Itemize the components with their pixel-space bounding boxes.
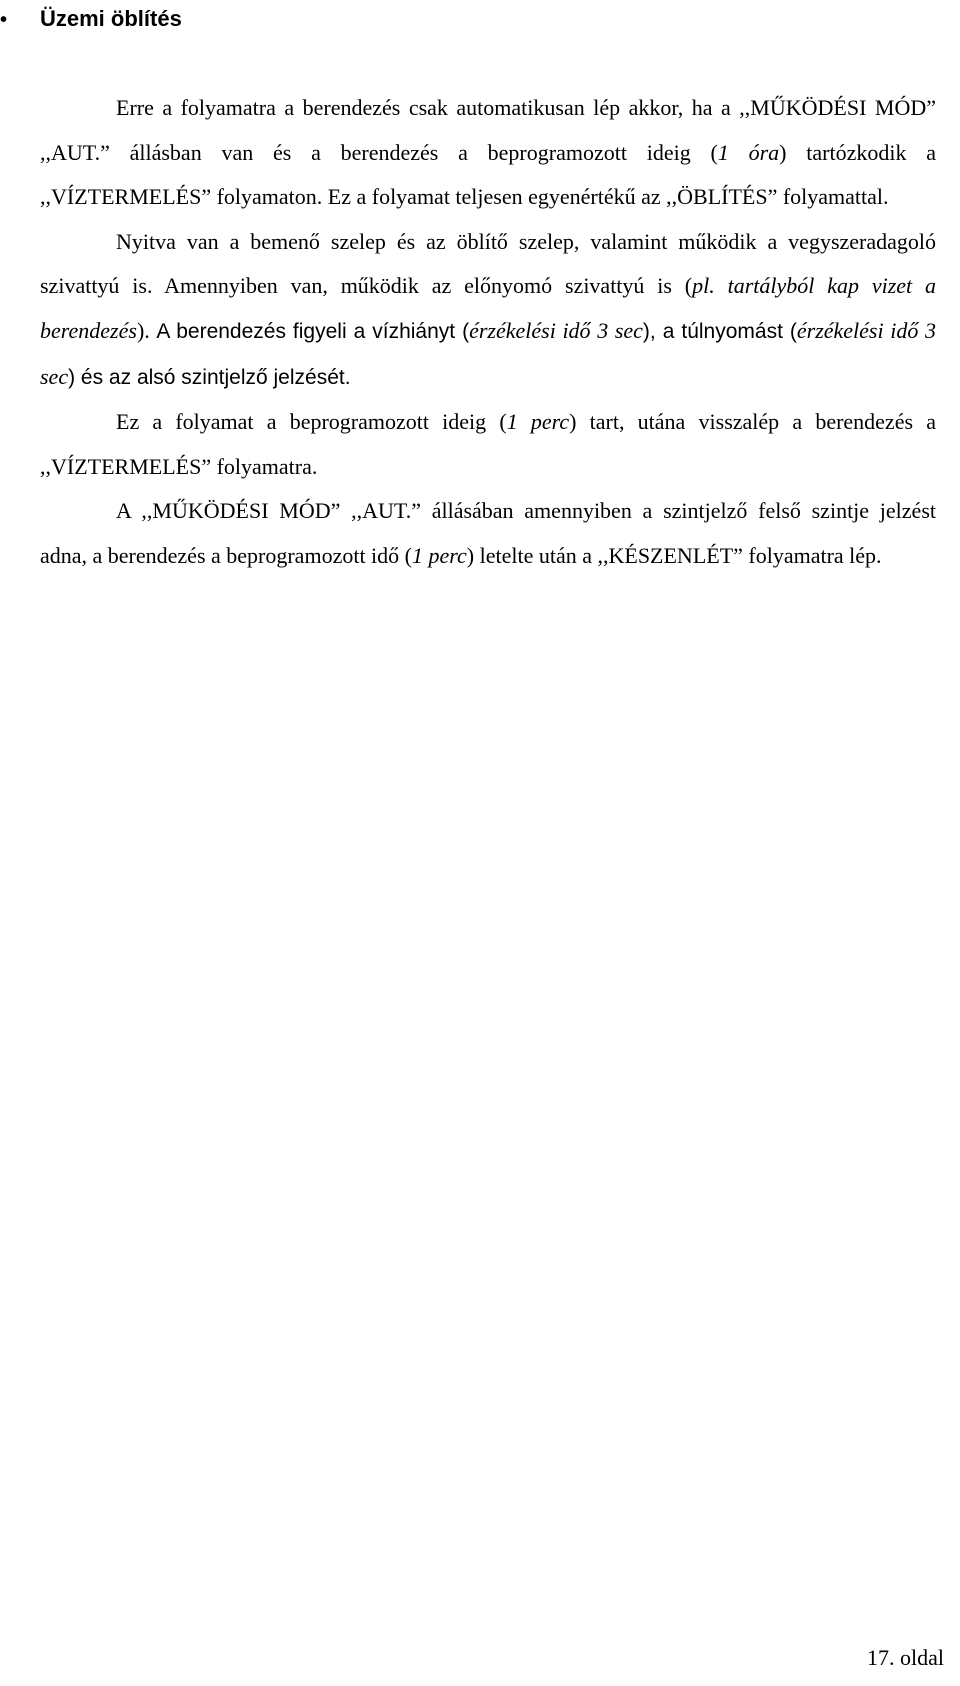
paragraph-3 bbox=[40, 400, 936, 489]
text-run: ), a túlnyomást ( bbox=[642, 319, 797, 343]
text-run-italic: 1 óra bbox=[717, 139, 780, 165]
text-run: ) letelte után a ,,KÉSZENLÉT” folyamatra lép. bbox=[466, 542, 882, 568]
paragraph-1 bbox=[40, 86, 936, 220]
text-run: Ez a folyamat a beprogramozott ideig ( bbox=[116, 409, 507, 435]
text-run-italic: 1 perc bbox=[412, 542, 467, 568]
section-heading bbox=[0, 2, 182, 37]
text-run: A berendezés figyeli a vízhiányt ( bbox=[156, 319, 470, 343]
page-number: 17. oldal bbox=[867, 1645, 944, 1670]
section-title: Üzemi öblítés bbox=[40, 6, 182, 31]
paragraph-4 bbox=[40, 489, 936, 578]
text-run-italic: 1 perc bbox=[506, 409, 570, 435]
text-run-italic: érzékelési idő 3 sec bbox=[469, 317, 643, 343]
text-run: ) tart, utána visszalép a berendezés a ,,VÍZTERMELÉS” folyamatra. bbox=[40, 409, 936, 479]
body-text bbox=[40, 86, 936, 579]
text-run: ) tartózkodik a ,,VÍZTERMELÉS” folyamaton. Ez a folyamat teljesen egyenértékű az ,,ÖBLÍTÉS” folyamattal. bbox=[40, 139, 937, 210]
text-run: ). bbox=[136, 317, 157, 343]
text-run: A ,,MŰKÖDÉSI MÓD” ,,AUT.” állásában amennyiben a szintjelző felső szintje jelzést adna, a berendezés a beprogramozott idő ( bbox=[40, 498, 936, 568]
text-run: ) és az alsó szintjelző jelzését. bbox=[68, 365, 351, 389]
text-run: Nyitva van a bemenő szelep és az öblítő szelep, valamint működik a vegyszeradagoló szivattyú is. Amennyiben van, működik az előnyomó szivattyú is ( bbox=[40, 228, 936, 299]
text-run: Erre a folyamatra a berendezés csak automatikusan lép akkor, ha a ,,MŰKÖDÉSI MÓD” ,,AUT.” állásban van és a berendezés a beprogramozott ideig ( bbox=[40, 95, 936, 165]
sans-text-group bbox=[40, 317, 936, 389]
paragraph-2 bbox=[40, 220, 936, 400]
bullet-icon: • bbox=[0, 9, 8, 31]
text-run-italic: pl. tartályból kap vizet a berendezés bbox=[40, 273, 936, 343]
text-run-italic: érzékelési idő 3 sec bbox=[40, 317, 936, 389]
